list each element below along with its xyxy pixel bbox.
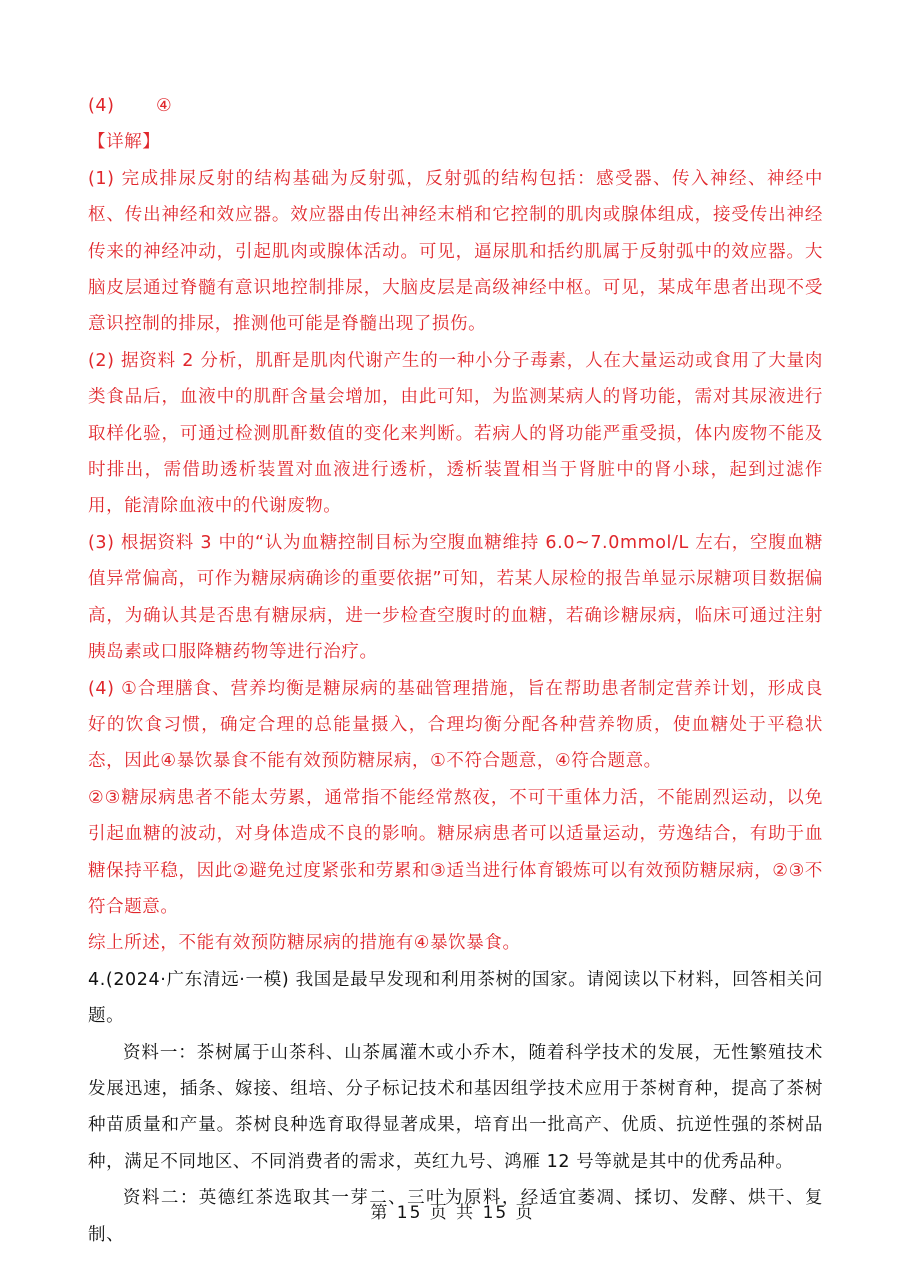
explanation-paragraph-1: (1) 完成排尿反射的结构基础为反射弧，反射弧的结构包括：感受器、传入神经、神经中枢、传出神经和效应器。效应器由传出神经末梢和它控制的肌肉或腺体组成，接受传出神经传来的神经冲动，引起肌肉或腺体活动。可见，逼尿肌和括约肌属于反射弧中的效应器。大脑皮层通过脊髓有意识地控制排尿，大脑皮层是高级神经中枢。可见，某成年患者出现不受意识控制的排尿，推测他可能是脊髓出现了损伤。 — [88, 168, 823, 335]
section-heading: 【详解】 — [88, 132, 161, 153]
question-4-stem: 4.(2024·广东清远·一模) 我国是最早发现和利用茶树的国家。请阅读以下材料，回答相关问题。 — [88, 969, 823, 1027]
answer-label: (4) — [88, 96, 115, 116]
question-4-material-2: 资料二：英德红茶选取其一芽二、三叶为原料，经适宜萎凋、揉切、发酵、烘干、复制、 — [88, 1188, 823, 1245]
explanation-paragraph-4: (4) ①合理膳食、营养均衡是糖尿病的基础管理措施，旨在帮助患者制定营养计划，形成良好的饮食习惯，确定合理的总能量摄入，合理均衡分配各种营养物质，使血糖处于平稳状态，因此④暴饮暴食不能有效预防糖尿病，①不符合题意，④符合题意。 — [88, 678, 823, 772]
answer-line — [88, 88, 823, 124]
explanation-paragraph-2: (2) 据资料 2 分析，肌酐是肌肉代谢产生的一种小分子毒素，人在大量运动或食用了大量肉类食品后，血液中的肌酐含量会增加，由此可知，为监测某病人的肾功能，需对其尿液进行取样化验，可通过检测肌酐数值的变化来判断。若病人的肾功能严重受损，体内废物不能及时排出，需借助透析装置对血液进行透析，透析装置相当于肾脏中的肾小球，起到过滤作用，能清除血液中的代谢废物。 — [88, 350, 823, 517]
explanation-summary: 综上所述，不能有效预防糖尿病的措施有④暴饮暴食。 — [88, 933, 521, 954]
explanation-paragraph-3: (3) 根据资料 3 中的“认为血糖控制目标为空腹血糖维持 6.0~7.0mmol/L 左右，空腹血糖值异常偏高，可作为糖尿病确诊的重要依据”可知，若某人尿检的报告单显示尿糖项目数据偏高，为确认其是否患有糖尿病，进一步检查空腹时的血糖，若确诊糖尿病，临床可通过注射胰岛素或口服降糖药物等进行治疗。 — [88, 532, 823, 663]
page-content — [88, 88, 823, 1253]
page-footer: 第 15 页 共 15 页 — [370, 1203, 535, 1223]
question-4-material-1: 资料一：茶树属于山茶科、山茶属灌木或小乔木，随着科学技术的发展，无性繁殖技术发展迅速，插条、嫁接、组培、分子标记技术和基因组学技术应用于茶树育种，提高了茶树种苗质量和产量。茶树良种选育取得显著成果，培育出一批高产、优质、抗逆性强的茶树品种，满足不同地区、不同消费者的需求，英红九号、鸿雁 12 号等就是其中的优秀品种。 — [88, 1042, 823, 1172]
explanation-paragraph-5: ②③糖尿病患者不能太劳累，通常指不能经常熬夜，不可干重体力活，不能剧烈运动，以免引起血糖的波动，对身体造成不良的影响。糖尿病患者可以适量运动，劳逸结合，有助于血糖保持平稳，因此②避免过度紧张和劳累和③适当进行体育锻炼可以有效预防糖尿病，②③不符合题意。 — [88, 787, 823, 917]
answer-value: ④ — [156, 96, 173, 116]
